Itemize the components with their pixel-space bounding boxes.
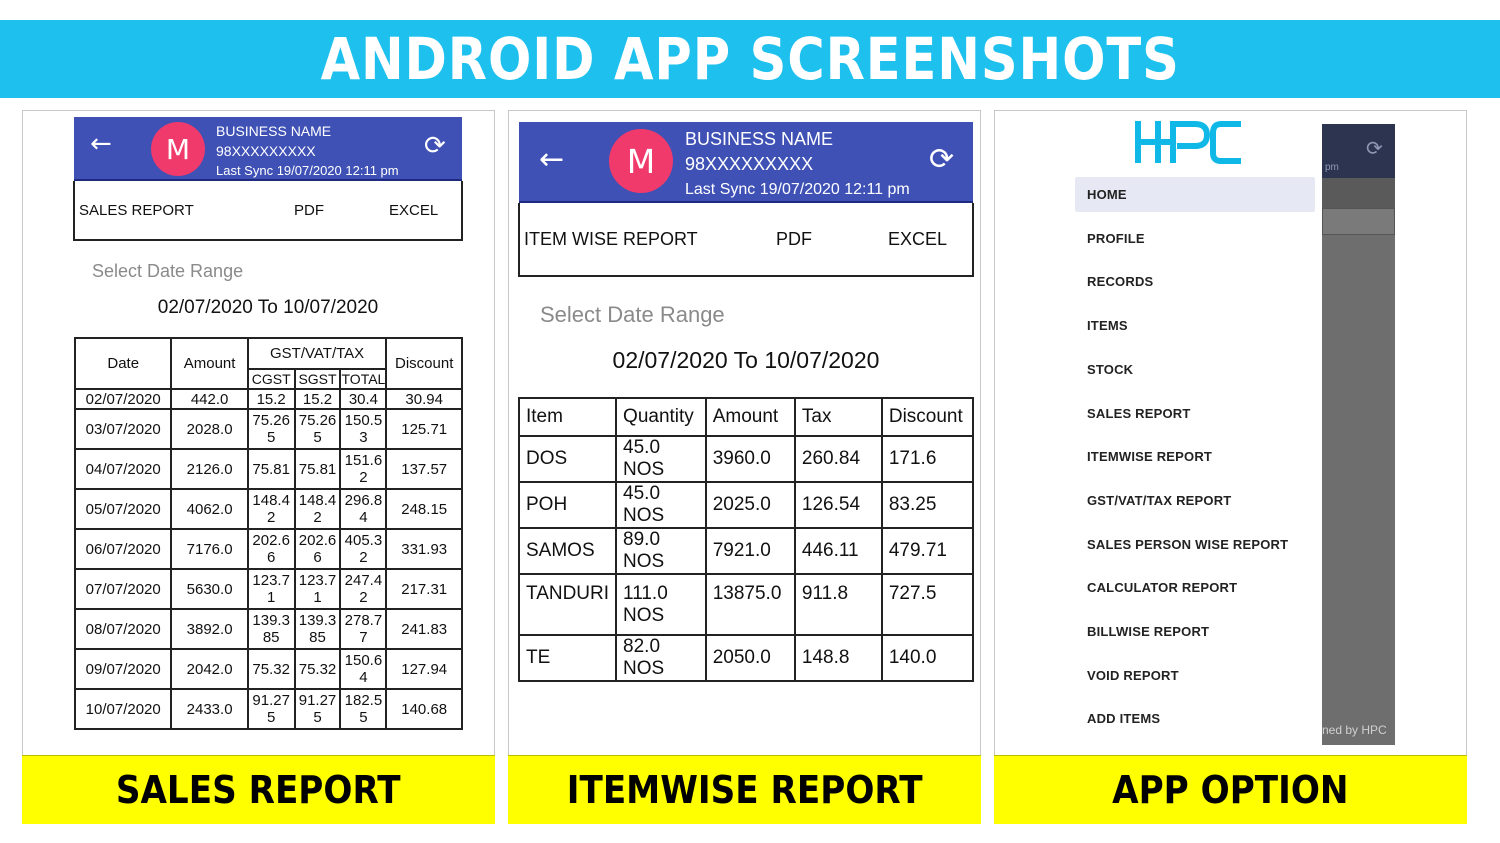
select-date-range-hint[interactable]: Select Date Range [92, 261, 244, 281]
table-cell: 91.27 5 [295, 689, 341, 729]
table-cell: TANDURI [519, 574, 616, 635]
table-cell: 06/07/2020 [75, 529, 171, 569]
avatar: M [609, 129, 673, 193]
menu-item-items[interactable]: ITEMS [1087, 318, 1128, 334]
caption-itemwise-report [508, 755, 981, 824]
report-title: SALES REPORT [79, 201, 194, 219]
last-sync: Last Sync 19/07/2020 12:11 pm [685, 181, 910, 198]
table-cell: 911.8 [795, 574, 882, 635]
table-row [75, 389, 462, 409]
table-cell: 446.11 [795, 528, 882, 574]
sync-icon[interactable]: ⟳ [424, 131, 446, 161]
table-cell: 137.57 [386, 449, 462, 489]
table-cell: SAMOS [519, 528, 616, 574]
table-cell: 140.68 [386, 689, 462, 729]
hpc-logo [1133, 119, 1245, 165]
date-range[interactable]: 02/07/2020 To 10/07/2020 [612, 347, 880, 373]
table-row [75, 489, 462, 529]
table-cell: 75.81 [248, 449, 295, 489]
caption-text: APP OPTION [1112, 768, 1349, 812]
table-row [75, 449, 462, 489]
menu-item-sales-person-wise-report[interactable]: SALES PERSON WISE REPORT [1087, 536, 1289, 552]
table-cell: 248.15 [386, 489, 462, 529]
table-cell: 3960.0 [706, 436, 795, 482]
table-cell: 479.71 [882, 528, 973, 574]
excel-button[interactable]: EXCEL [888, 228, 948, 249]
table-cell: DOS [519, 436, 616, 482]
table-cell: 05/07/2020 [75, 489, 171, 529]
caption-app-option [994, 755, 1467, 824]
table-cell: 127.94 [386, 649, 462, 689]
table-cell: 182.5 5 [340, 689, 386, 729]
table-cell: 03/07/2020 [75, 409, 171, 449]
table-cell: 09/07/2020 [75, 649, 171, 689]
table-cell: 82.0 NOS [616, 635, 706, 681]
table-cell: 241.83 [386, 609, 462, 649]
back-arrow-icon[interactable]: ← [90, 129, 112, 159]
table-cell: 75.26 5 [248, 409, 295, 449]
table-row [519, 635, 973, 681]
app-bar [519, 122, 973, 203]
table-cell: 202.6 6 [248, 529, 295, 569]
table-cell: 331.93 [386, 529, 462, 569]
table-cell: 07/07/2020 [75, 569, 171, 609]
table-cell: 30.94 [386, 389, 462, 409]
header-cgst: CGST [248, 369, 295, 389]
report-title: ITEM WISE REPORT [524, 228, 698, 249]
table-cell: TE [519, 635, 616, 681]
report-bar [518, 203, 974, 277]
table-cell: 727.5 [882, 574, 973, 635]
menu-item-home[interactable]: HOME [1087, 187, 1127, 202]
table-cell: 2050.0 [706, 635, 795, 681]
table-cell: 75.32 [248, 649, 295, 689]
menu-item-profile[interactable]: PROFILE [1087, 230, 1145, 246]
table-row [519, 436, 973, 482]
table-cell: 08/07/2020 [75, 609, 171, 649]
table-cell: 75.81 [295, 449, 341, 489]
table-cell: 83.25 [882, 482, 973, 528]
table-row [75, 649, 462, 689]
table-header-cell: Amount [706, 398, 795, 436]
sync-icon[interactable]: ⟳ [929, 142, 955, 177]
business-info [216, 121, 399, 181]
peek-footer-text: ned by HPC [1322, 723, 1387, 737]
table-cell: 296.8 4 [340, 489, 386, 529]
itemwise-table [518, 397, 974, 682]
table-cell: 4062.0 [171, 489, 247, 529]
table-row [75, 529, 462, 569]
table-row [519, 574, 973, 635]
table-row [75, 689, 462, 729]
table-cell: 02/07/2020 [75, 389, 171, 409]
caption-text: ITEMWISE REPORT [566, 768, 923, 812]
table-header-cell: Tax [795, 398, 882, 436]
report-bar [73, 181, 463, 241]
table-cell: 278.7 7 [340, 609, 386, 649]
table-cell: 123.7 1 [248, 569, 295, 609]
business-phone: 98XXXXXXXXX [216, 143, 316, 159]
menu-item-itemwise-report[interactable]: ITEMWISE REPORT [1087, 449, 1213, 465]
header-gst: GST/VAT/TAX [248, 338, 387, 369]
table-cell: 148.4 2 [248, 489, 295, 529]
menu-item-add-items[interactable]: ADD ITEMS [1087, 711, 1161, 727]
table-cell: 2433.0 [171, 689, 247, 729]
sales-table [74, 337, 463, 730]
back-arrow-icon[interactable]: ← [539, 142, 565, 177]
app-bar [74, 117, 462, 181]
table-cell: 15.2 [295, 389, 341, 409]
business-name: BUSINESS NAME [685, 129, 834, 149]
table-cell: 2126.0 [171, 449, 247, 489]
header-discount: Discount [386, 338, 462, 389]
table-row [75, 609, 462, 649]
table-cell: 04/07/2020 [75, 449, 171, 489]
table-cell: 260.84 [795, 436, 882, 482]
table-cell: 45.0 NOS [616, 436, 706, 482]
banner-title: ANDROID APP SCREENSHOTS [320, 25, 1180, 93]
table-cell: 442.0 [171, 389, 247, 409]
table-cell: 91.27 5 [248, 689, 295, 729]
table-row [75, 569, 462, 609]
business-name: BUSINESS NAME [216, 123, 332, 139]
excel-button[interactable]: EXCEL [389, 201, 439, 219]
table-cell: 2042.0 [171, 649, 247, 689]
table-row [519, 482, 973, 528]
table-header-cell: Quantity [616, 398, 706, 436]
table-cell: 247.4 2 [340, 569, 386, 609]
table-cell: 139.3 85 [295, 609, 341, 649]
business-phone: 98XXXXXXXXX [685, 154, 814, 174]
pdf-button[interactable]: PDF [776, 228, 812, 249]
table-cell: 75.32 [295, 649, 341, 689]
table-cell: 3892.0 [171, 609, 247, 649]
table-cell: 202.6 6 [295, 529, 341, 569]
table-cell: 75.26 5 [295, 409, 341, 449]
pdf-button[interactable]: PDF [294, 201, 324, 219]
caption-sales-report [22, 755, 495, 824]
banner [0, 20, 1500, 98]
table-row [75, 409, 462, 449]
table-cell: 10/07/2020 [75, 689, 171, 729]
table-cell: 171.6 [882, 436, 973, 482]
table-cell: 7921.0 [706, 528, 795, 574]
table-cell: 125.71 [386, 409, 462, 449]
menu-item-billwise-report[interactable]: BILLWISE REPORT [1087, 624, 1210, 639]
dimmed-row [1322, 178, 1395, 208]
hpc-logo-text: HPC [1133, 119, 1136, 120]
business-info [685, 127, 910, 202]
table-cell: 2025.0 [706, 482, 795, 528]
caption-text: SALES REPORT [116, 768, 401, 812]
table-header-cell: Discount [882, 398, 973, 436]
table-cell: 139.3 85 [248, 609, 295, 649]
table-cell: 150.5 3 [340, 409, 386, 449]
dimmed-row [1322, 208, 1395, 235]
header-amount: Amount [171, 338, 247, 389]
last-sync: Last Sync 19/07/2020 12:11 pm [216, 163, 399, 178]
menu-item-gst-vat-tax-report[interactable]: GST/VAT/TAX REPORT [1087, 492, 1232, 508]
table-cell: 126.54 [795, 482, 882, 528]
table-cell: POH [519, 482, 616, 528]
menu-item-sales-report[interactable]: SALES REPORT [1087, 405, 1191, 421]
table-cell: 217.31 [386, 569, 462, 609]
select-date-range-hint[interactable]: Select Date Range [540, 302, 725, 327]
menu-item-calculator-report[interactable]: CALCULATOR REPORT [1087, 580, 1238, 596]
table-cell: 151.6 2 [340, 449, 386, 489]
table-cell: 148.4 2 [295, 489, 341, 529]
table-cell: 148.8 [795, 635, 882, 681]
table-cell: 45.0 NOS [616, 482, 706, 528]
table-cell: 15.2 [248, 389, 295, 409]
table-row [519, 528, 973, 574]
date-range[interactable]: 02/07/2020 To 10/07/2020 [157, 297, 379, 318]
table-cell: 140.0 [882, 635, 973, 681]
table-cell: 30.4 [340, 389, 386, 409]
table-cell: 111.0 NOS [616, 574, 706, 635]
avatar: M [151, 122, 205, 176]
header-sgst: SGST [295, 369, 341, 389]
table-cell: 2028.0 [171, 409, 247, 449]
table-cell: 5630.0 [171, 569, 247, 609]
header-date: Date [75, 338, 171, 389]
table-cell: 89.0 NOS [616, 528, 706, 574]
table-header-cell: Item [519, 398, 616, 436]
table-cell: 7176.0 [171, 529, 247, 569]
table-cell: 405.3 2 [340, 529, 386, 569]
table-cell: 123.7 1 [295, 569, 341, 609]
header-total: TOTAL [340, 369, 386, 389]
peek-time-text: pm [1325, 162, 1339, 173]
table-cell: 150.6 4 [340, 649, 386, 689]
menu-item-void-report[interactable]: VOID REPORT [1087, 667, 1179, 683]
sync-icon: ⟳ [1366, 136, 1383, 160]
table-cell: 13875.0 [706, 574, 795, 635]
menu-item-records[interactable]: RECORDS [1087, 274, 1154, 290]
menu-item-stock[interactable]: STOCK [1087, 361, 1134, 377]
